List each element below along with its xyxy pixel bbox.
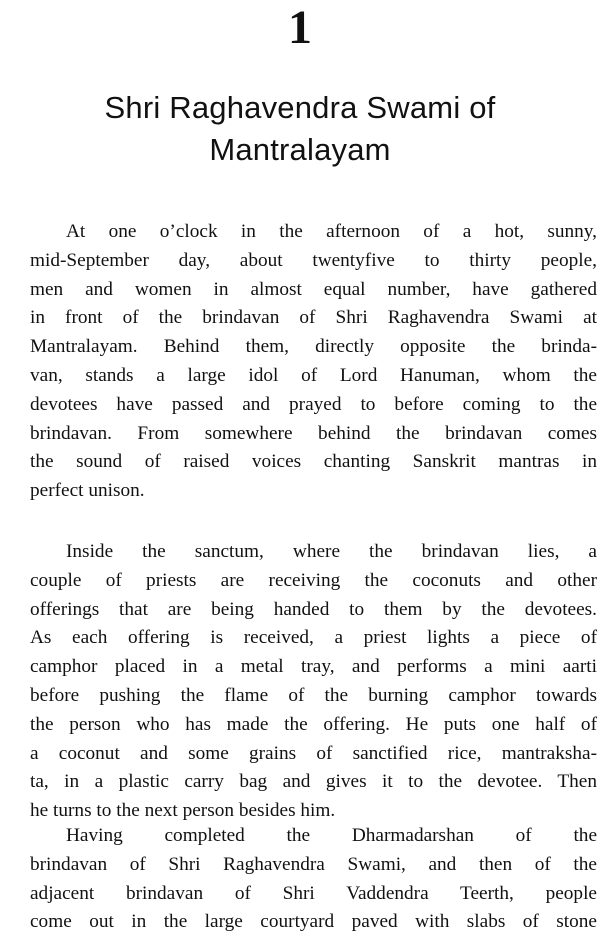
text-line: he turns to the next person besides him. <box>30 800 336 822</box>
text-line: before pushing the flame of the burning camphor towards <box>30 684 597 706</box>
text-line: men and women in almost equal number, have gathered <box>30 278 597 300</box>
text-line: At one o’clock in the afternoon of a hot, sunny, <box>66 221 597 242</box>
text-line: brindavan. From somewhere behind the brindavan comes <box>30 422 597 444</box>
paragraph-3 <box>30 822 597 937</box>
chapter-title-line-2: Mantralayam <box>209 132 391 167</box>
text-line: brindavan of Shri Raghavendra Swami, and then of the <box>30 853 597 875</box>
text-line: camphor placed in a metal tray, and performs a mini aarti <box>30 656 597 678</box>
text-line: offerings that are being handed to them by the devotees. <box>30 598 597 620</box>
text-line: van, stands a large idol of Lord Hanuman, whom the <box>30 364 597 386</box>
text-line: the sound of raised voices chanting Sanskrit mantras in <box>30 451 597 473</box>
text-line: Having completed the Dharmadarshan of the <box>66 825 597 846</box>
paragraph-1 <box>30 218 597 506</box>
text-line: adjacent brindavan of Shri Vaddendra Teerth, people <box>30 882 597 904</box>
chapter-title-line-1: Shri Raghavendra Swami of <box>104 90 496 125</box>
paragraph-2 <box>30 538 597 826</box>
text-line: couple of priests are receiving the coconuts and other <box>30 569 597 591</box>
chapter-number: 1 <box>288 1 312 54</box>
text-line: ta, in a plastic carry bag and gives it to the devotee. Then <box>30 771 597 793</box>
text-line: As each offering is received, a priest lights a piece of <box>30 627 597 649</box>
text-line: in front of the brindavan of Shri Raghavendra Swami at <box>30 307 597 329</box>
text-line: devotees have passed and prayed to before coming to the <box>30 393 597 415</box>
text-line: come out in the large courtyard paved with slabs of stone <box>30 911 597 933</box>
text-line: Inside the sanctum, where the brindavan lies, a <box>66 541 597 562</box>
text-line: a coconut and some grains of sanctified rice, mantraksha- <box>30 742 597 764</box>
text-line: Mantralayam. Behind them, directly opposite the brinda- <box>30 336 597 358</box>
chapter-title <box>40 87 560 171</box>
text-line: mid-September day, about twentyfive to thirty people, <box>30 249 597 271</box>
text-line: perfect unison. <box>30 480 145 502</box>
text-line: the person who has made the offering. He puts one half of <box>30 713 597 735</box>
